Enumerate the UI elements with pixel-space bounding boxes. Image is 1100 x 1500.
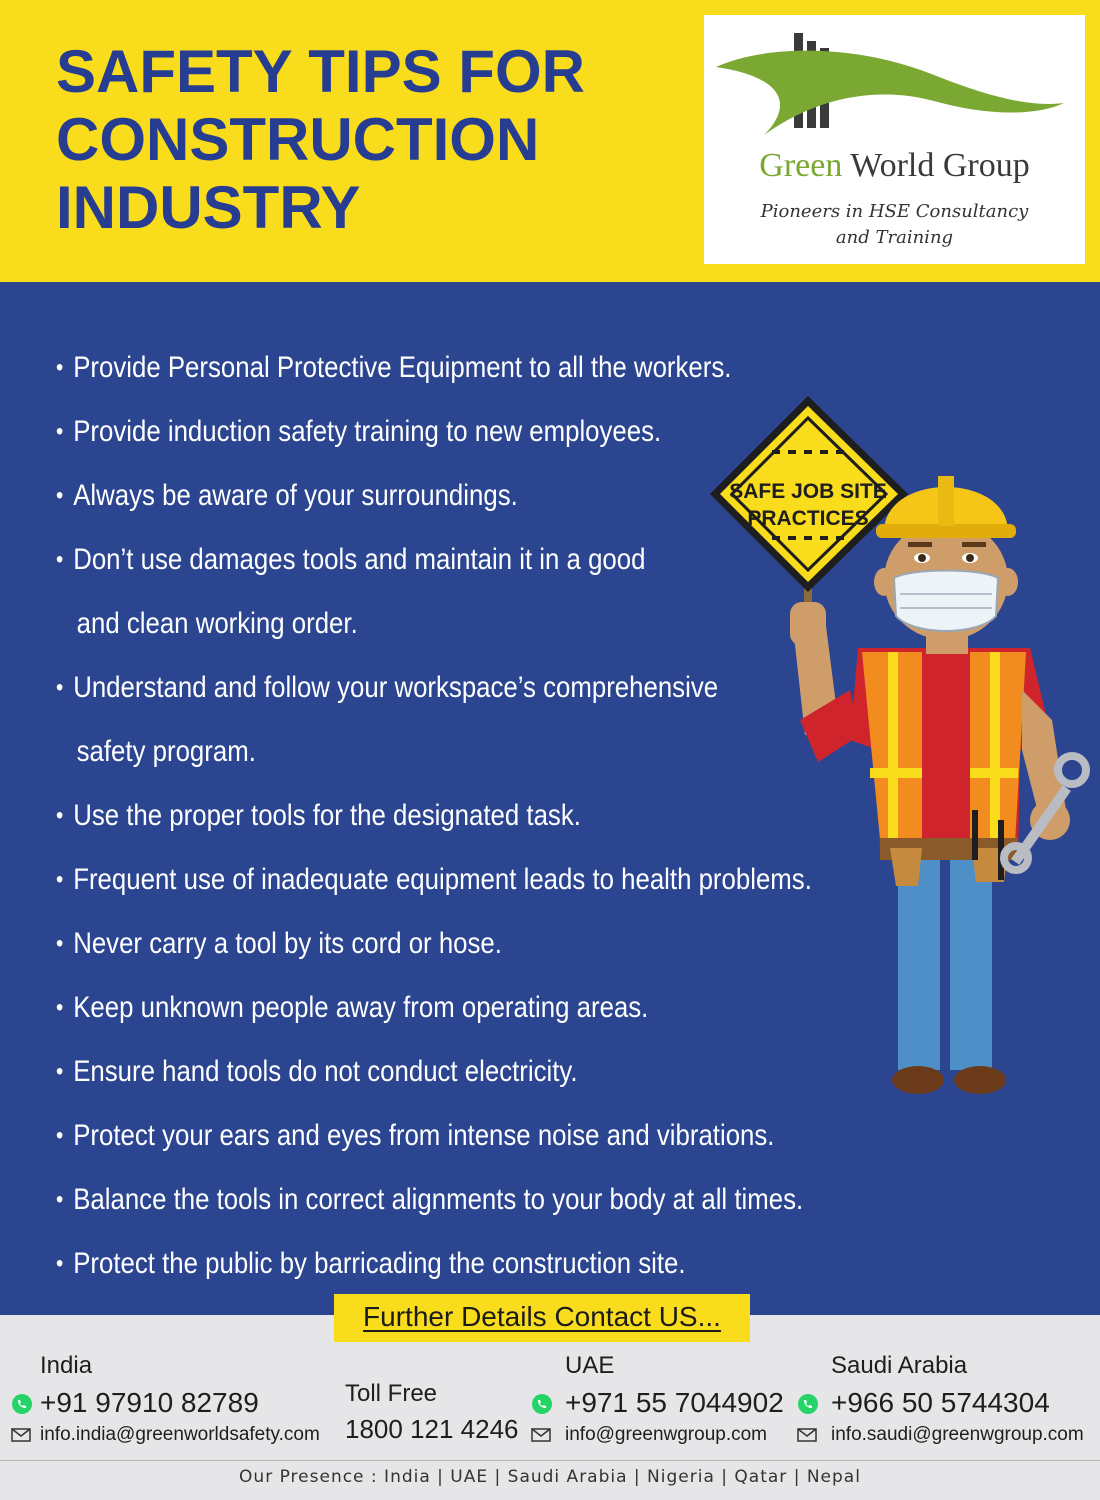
tip-item: • Balance the tools in correct alignments to your body at all times. (56, 1168, 770, 1232)
logo-name-green: Green (759, 147, 843, 184)
tip-item: • Frequent use of inadequate equipment leads to health problems. (56, 848, 770, 912)
tip-item: • Never carry a tool by its cord or hose. (56, 912, 770, 976)
mail-icon (797, 1428, 817, 1442)
logo-tagline-line-1: Pioneers in HSE Consultancy (760, 201, 1029, 222)
presence-countries: Our Presence : India | UAE | Saudi Arabia | Nigeria | Qatar | Nepal (239, 1467, 861, 1487)
contact-banner (334, 1294, 750, 1342)
email-india[interactable]: info.india@greenworldsafety.com (40, 1424, 320, 1445)
footer-divider (0, 1460, 1100, 1461)
tip-item-line-1: Understand and follow your workspace’s comprehensive (73, 671, 719, 704)
tip-item (56, 528, 770, 656)
sign-text-line-1: SAFE JOB SITE (729, 480, 887, 503)
construction-worker-illustration (700, 390, 1100, 1120)
face-mask-icon (894, 571, 998, 632)
phone-saudi-arabia[interactable]: +966 50 5744304 (831, 1387, 1050, 1418)
whatsapp-icon (531, 1393, 553, 1415)
mail-icon (531, 1428, 551, 1442)
whatsapp-icon (11, 1393, 33, 1415)
logo-emblem-icon (704, 15, 1085, 145)
tip-item: • Always be aware of your surroundings. (56, 464, 770, 528)
email-saudi-arabia[interactable]: info.saudi@greenwgroup.com (831, 1424, 1084, 1445)
page-title (56, 38, 696, 242)
mail-icon (11, 1428, 31, 1442)
safe-job-site-sign (710, 396, 908, 592)
phone-india[interactable]: +91 97910 82789 (40, 1387, 259, 1418)
tip-item (56, 656, 770, 784)
phone-uae[interactable]: +971 55 7044902 (565, 1387, 784, 1418)
logo-tagline-line-2: and Training (835, 227, 954, 248)
tollfree-label: Toll Free (345, 1380, 438, 1407)
title-line-2: CONSTRUCTION (56, 106, 540, 173)
title-line-3: INDUSTRY (56, 174, 361, 241)
logo-company-name (704, 147, 1085, 185)
title-line-1: SAFETY TIPS FOR (56, 38, 585, 105)
email-uae[interactable]: info@greenwgroup.com (565, 1424, 768, 1445)
tip-item: • Provide Personal Protective Equipment to all the workers. (56, 336, 770, 400)
tip-item: • Protect your ears and eyes from intense noise and vibrations. (56, 1104, 770, 1168)
region-uae: UAE (565, 1352, 615, 1379)
logo-name-world-group: World Group (850, 147, 1030, 184)
tip-item: • Protect the public by barricading the construction site. (56, 1232, 770, 1296)
tip-item-line-2: safety program. (76, 735, 256, 768)
tollfree-number[interactable]: 1800 121 4246 (345, 1414, 519, 1444)
region-india: India (40, 1352, 93, 1379)
tip-item-line-2: and clean working order. (76, 607, 358, 640)
tip-item: • Keep unknown people away from operating areas. (56, 976, 770, 1040)
tip-item: • Ensure hand tools do not conduct electricity. (56, 1040, 770, 1104)
whatsapp-icon (797, 1393, 819, 1415)
tip-item: • Provide induction safety training to new employees. (56, 400, 770, 464)
logo-tagline (704, 199, 1085, 251)
contact-banner-text: Further Details Contact US... (363, 1301, 721, 1332)
tip-item-line-1: Don’t use damages tools and maintain it in a good (73, 543, 646, 576)
region-saudi-arabia: Saudi Arabia (831, 1352, 968, 1379)
sign-text-line-2: PRACTICES (747, 507, 869, 530)
tip-item: • Use the proper tools for the designated task. (56, 784, 770, 848)
company-logo (704, 15, 1085, 264)
